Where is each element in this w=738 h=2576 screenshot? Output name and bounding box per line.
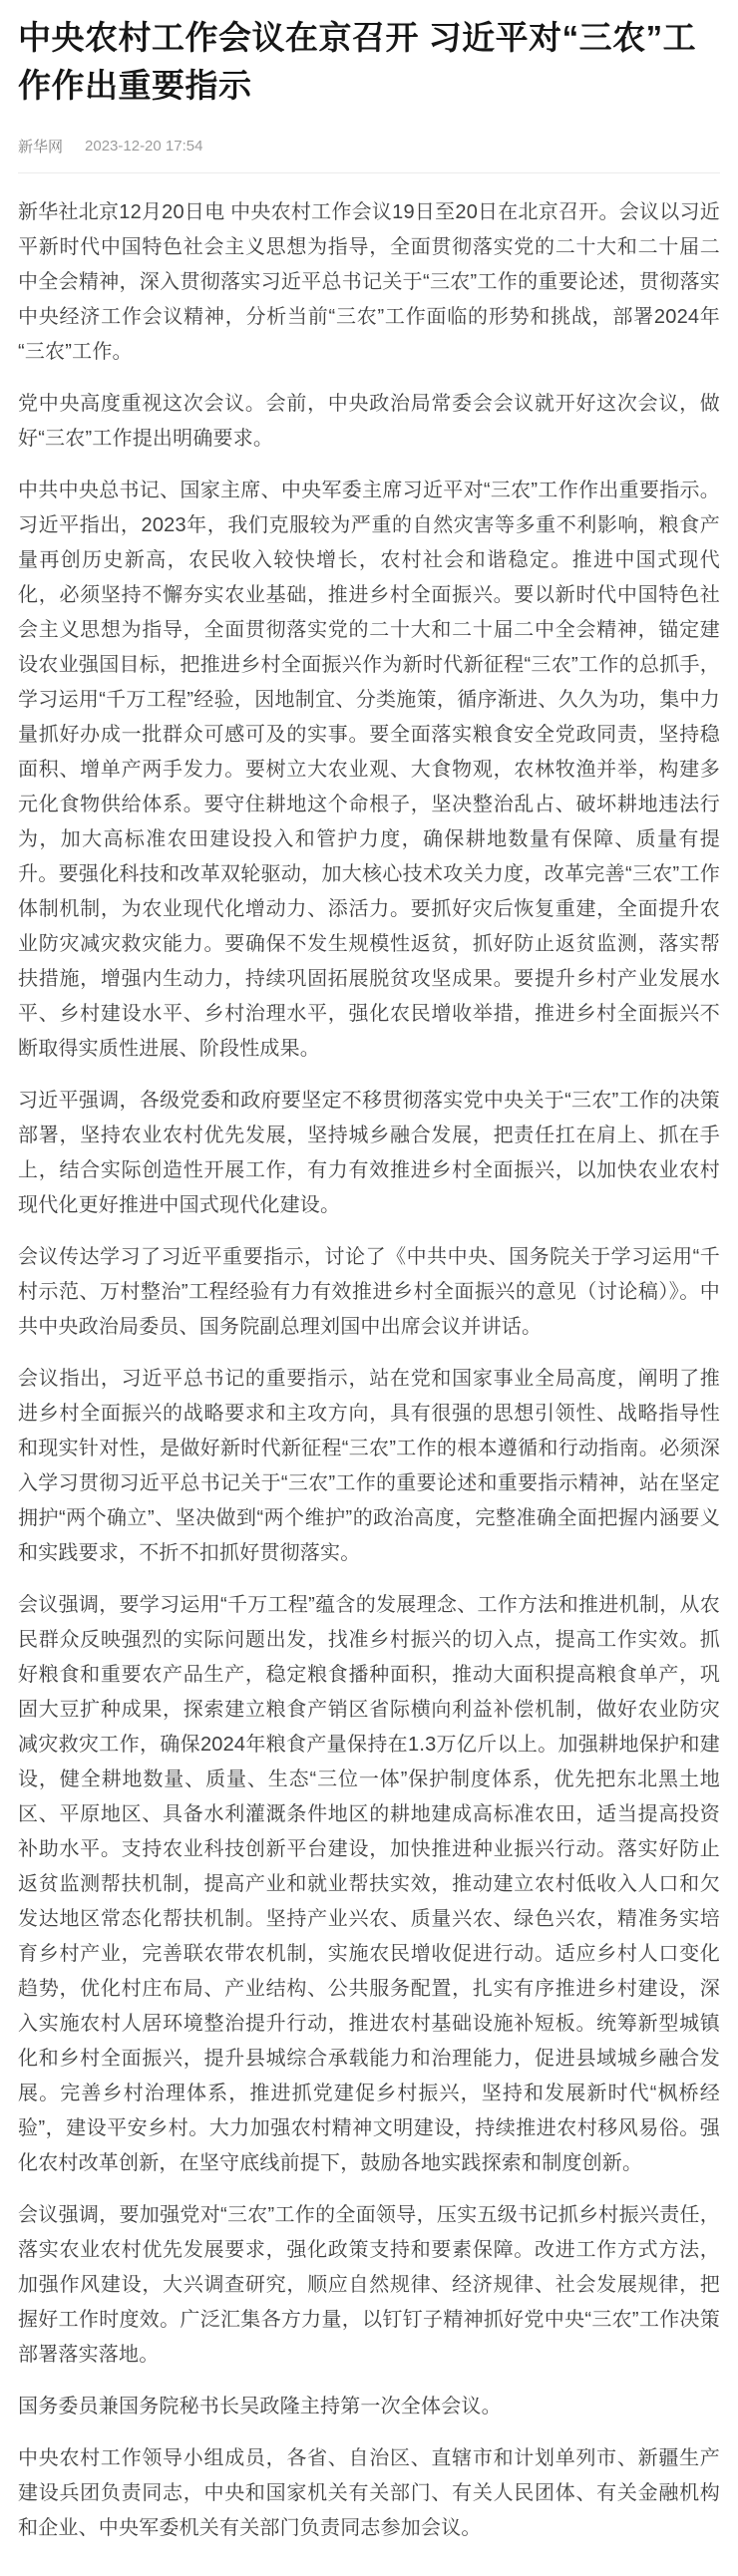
paragraph: 会议强调，要加强党对“三农”工作的全面领导，压实五级书记抓乡村振兴责任，落实农业农村优先发展要求，强化政策支持和要素保障。改进工作方式方法，加强作风建设，大兴调查研究，顺应自然规律、经济规律、社会发展规律，把握好工作时度效。广泛汇集各方力量，以钉钉子精神抓好党中央“三农”工作决策部署落实落地。 <box>18 2204 720 2366</box>
paragraph-lead: 新华社北京12月20日电 中央农村工作会议19日至20日在北京召开。会议以习近平新时代中国特色社会主义思想为指导，全面贯彻落实党的二十大和二十届二中全会精神，深入贯彻落实习近平总书记关于“三农”工作的重要论述，贯彻落实中央经济工作会议精神，分析当前“三农”工作面临的形势和挑战，部署2024年“三农”工作。 <box>18 201 720 363</box>
paragraph-attendees: 中央农村工作领导小组成员，各省、自治区、直辖市和计划单列市、新疆生产建设兵团负责同志，中央和国家机关有关部门、有关人民团体、有关金融机构和企业、中央军委机关有关部门负责同志参加会议。 <box>18 2447 720 2539</box>
paragraph: 习近平强调，各级党委和政府要坚定不移贯彻落实党中央关于“三农”工作的决策部署，坚持农业农村优先发展，坚持城乡融合发展，把责任扛在肩上、抓在手上，结合实际创造性开展工作，有力有效推进乡村全面振兴，以加快农业农村现代化更好推进中国式现代化建设。 <box>18 1090 720 1216</box>
article-meta <box>18 136 720 157</box>
paragraph: 会议传达学习了习近平重要指示，讨论了《中共中央、国务院关于学习运用“千村示范、万村整治”工程经验有力有效推进乡村全面振兴的意见（讨论稿）》。中共中央政治局委员、国务院副总理刘国中出席会议并讲话。 <box>18 1246 720 1338</box>
article-title: 中央农村工作会议在京召开 习近平对“三农”工作作出重要指示 <box>18 19 697 104</box>
publish-date: 2023-12-20 17:54 <box>85 138 203 155</box>
paragraph: 国务委员兼国务院秘书长吴政隆主持第一次全体会议。 <box>18 2396 502 2417</box>
article-body <box>18 195 720 2546</box>
paragraph: 党中央高度重视这次会议。会前，中央政治局常委会会议就开好这次会议，做好“三农”工作提出明确要求。 <box>18 393 720 450</box>
paragraph: 会议指出，习近平总书记的重要指示，站在党和国家事业全局高度，阐明了推进乡村全面振兴的战略要求和主攻方向，具有很强的思想引领性、战略指导性和现实针对性，是做好新时代新征程“三农”工作的根本遵循和行动指南。必须深入学习贯彻习近平总书记关于“三农”工作的重要论述和重要指示精神，站在坚定拥护“两个确立”、坚决做到“两个维护”的政治高度，完整准确全面把握内涵要义和实践要求，不折不扣抓好贯彻落实。 <box>18 1368 720 1564</box>
paragraph: 中共中央总书记、国家主席、中央军委主席习近平对“三农”工作作出重要指示。习近平指出，2023年，我们克服较为严重的自然灾害等多重不利影响，粮食产量再创历史新高，农民收入较快增长，农村社会和谐稳定。推进中国式现代化，必须坚持不懈夯实农业基础，推进乡村全面振兴。要以新时代中国特色社会主义思想为指导，全面贯彻落实党的二十大和二十届二中全会精神，锚定建设农业强国目标，把推进乡村全面振兴作为新时代新征程“三农”工作的总抓手，学习运用“千万工程”经验，因地制宜、分类施策，循序渐进、久久为功，集中力量抓好办成一批群众可感可及的实事。要全面落实粮食安全党政同责，坚持稳面积、增单产两手发力。要树立大农业观、大食物观，农林牧渔并举，构建多元化食物供给体系。要守住耕地这个命根子，坚决整治乱占、破坏耕地违法行为，加大高标准农田建设投入和管护力度，确保耕地数量有保障、质量有提升。要强化科技和改革双轮驱动，加大核心技术攻关力度，改革完善“三农”工作体制机制，为农业现代化增动力、添活力。要抓好灾后恢复重建，全面提升农业防灾减灾救灾能力。要确保不发生规模性返贫，抓好防止返贫监测，落实帮扶措施，增强内生动力，持续巩固拓展脱贫攻坚成果。要提升乡村产业发展水平、乡村建设水平、乡村治理水平，强化农民增收举措，推进乡村全面振兴不断取得实质性进展、阶段性成果。 <box>18 480 720 1060</box>
paragraph: 会议强调，要学习运用“千万工程”蕴含的发展理念、工作方法和推进机制，从农民群众反映强烈的实际问题出发，找准乡村振兴的切入点，提高工作实效。抓好粮食和重要农产品生产，稳定粮食播种面积，推动大面积提高粮食单产，巩固大豆扩种成果，探索建立粮食产销区省际横向利益补偿机制，做好农业防灾减灾救灾工作，确保2024年粮食产量保持在1.3万亿斤以上。加强耕地保护和建设，健全耕地数量、质量、生态“三位一体”保护制度体系，优先把东北黑土地区、平原地区、具备水利灌溉条件地区的耕地建成高标准农田，适当提高投资补助水平。支持农业科技创新平台建设，加快推进种业振兴行动。落实好防止返贫监测帮扶机制，提高产业和就业帮扶实效，推动建立农村低收入人口和欠发达地区常态化帮扶机制。坚持产业兴农、质量兴农、绿色兴农，精准务实培育乡村产业，完善联农带农机制，实施农民增收促进行动。适应乡村人口变化趋势，优化村庄布局、产业结构、公共服务配置，扎实有序推进乡村建设，深入实施农村人居环境整治提升行动，推进农村基础设施补短板。统筹新型城镇化和乡村全面振兴，提升县城综合承载能力和治理能力，促进县域城乡融合发展。完善乡村治理体系，推进抓党建促乡村振兴，坚持和发展新时代“枫桥经验”，建设平安乡村。大力加强农村精神文明建设，持续推进农村移风易俗。强化农村改革创新，在坚守底线前提下，鼓励各地实践探索和制度创新。 <box>18 1594 720 2174</box>
divider <box>18 172 720 173</box>
source-name[interactable]: 新华网 <box>18 139 64 156</box>
